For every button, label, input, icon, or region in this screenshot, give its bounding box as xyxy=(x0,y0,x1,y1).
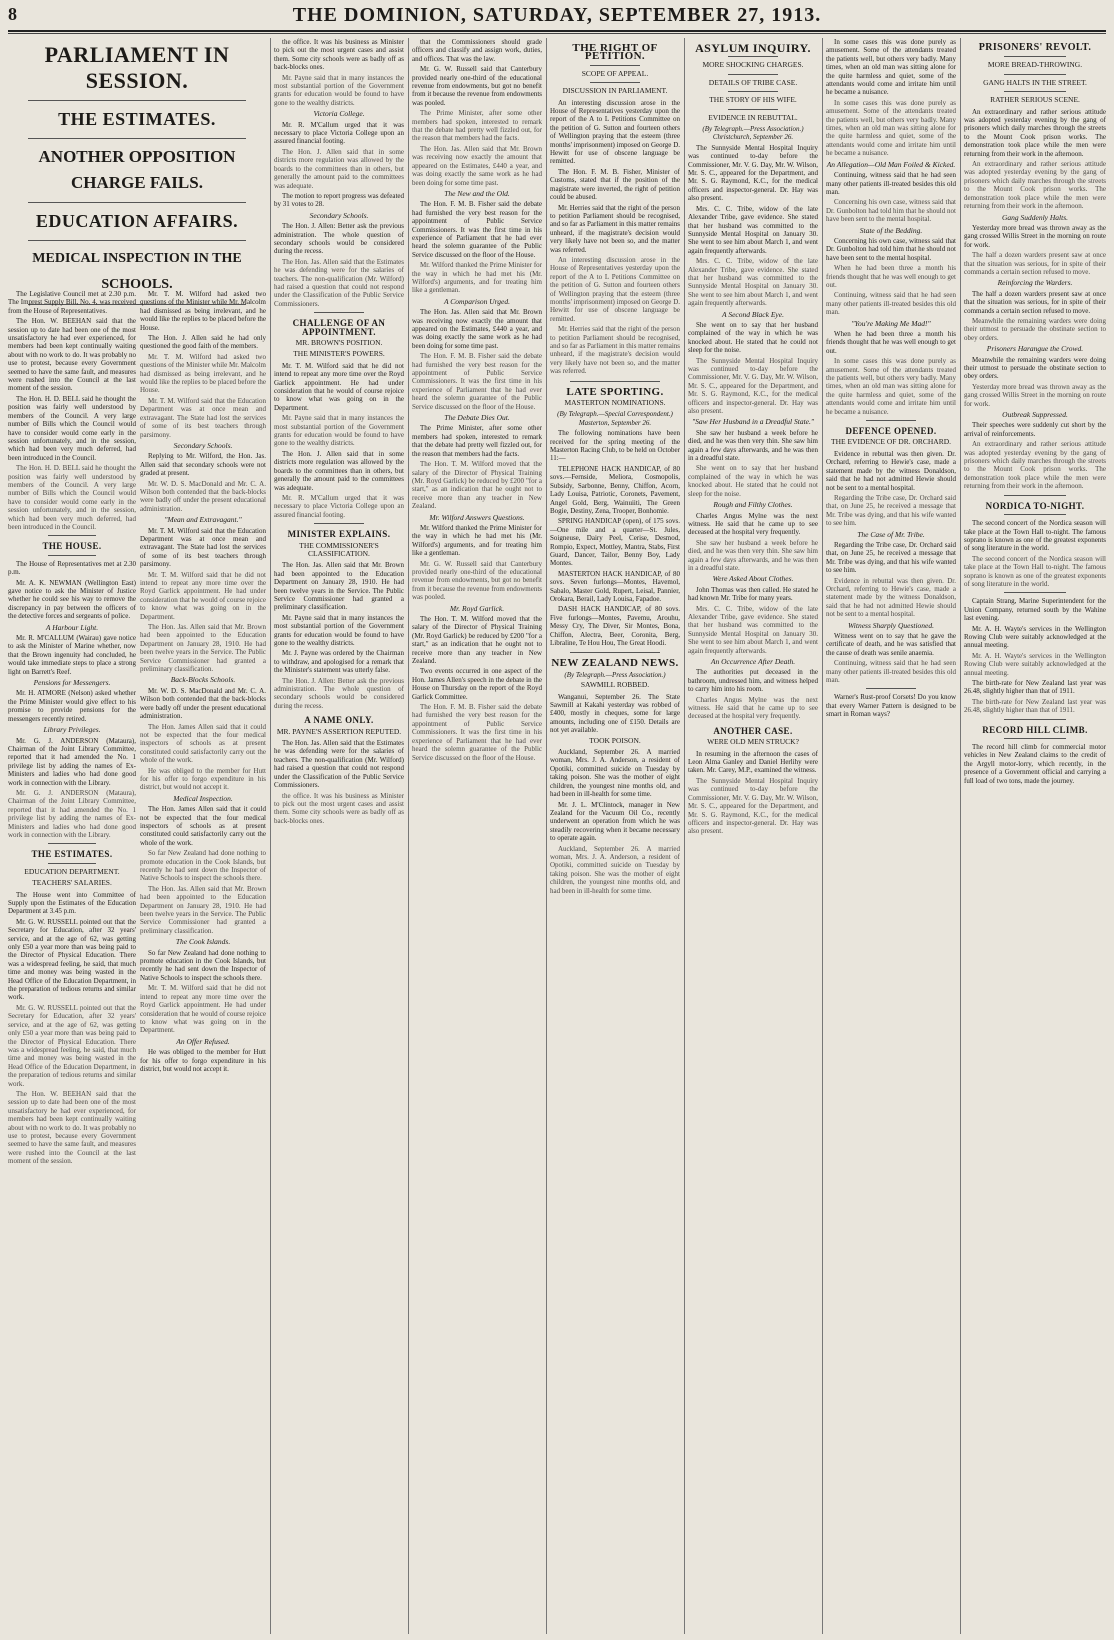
paragraph: In resuming in the afternoon the cases of Leon Alma Ganley and Daniel Herlihy were taken. Mr. Carey, M.P., examined the witness. xyxy=(688,749,818,775)
subhead: "Mean and Extravagant." xyxy=(164,515,242,525)
subhead: State of the Bedding. xyxy=(859,225,923,235)
paragraph: Their speeches were suddenly cut short by the arrival of reinforcements. xyxy=(964,421,1106,438)
byline: (By Telegraph.—Press Association.) Christchurch, September 26. xyxy=(702,125,804,142)
paragraph: She saw her husband a week before he died, and he was then very thin. She saw him again a few days afterwards, and he was then in a dreadful state. xyxy=(688,428,818,463)
paragraph: The Hon. J. Allen: Better ask the previous administration. The whole question of secondary schools would be considered during the recess. xyxy=(274,222,404,256)
paragraph: Regarding the Tribe case, Dr. Orchard said that, on June 25, he received a message that Mr. Tribe was dying, and that his wife wanted to see him. xyxy=(826,540,956,575)
subhead: An Offer Refused. xyxy=(176,1036,230,1046)
subhead: A Harbour Light. xyxy=(45,622,99,632)
paragraph: Continuing, witness said that he had seen many other patients ill-treated besides this old man. xyxy=(826,171,956,196)
paragraph: Mrs. C. C. Tribe, widow of the late Alexander Tribe, gave evidence. She stated that her husband was committed to the Sunnyside Mental Hospital on January 30. She went to see him about March 1, and went again frequently afterwards. xyxy=(688,204,818,255)
paragraph: The Prime Minister, after some other members had spoken, interested to remark that the debate had pretty well fizzled out, for the reason that members had the facts. xyxy=(412,109,542,143)
paragraph: Concerning his own case, witness said that Dr. Gunbolton had told him that he should not have been sent to the mental hospital. xyxy=(826,236,956,262)
paragraph: The Hon. W. BEEHAN said that the session up to date had been one of the most unsatisfactory he had ever experienced, for members had been kept continually waiting about with no work to do. It was probably no use to protest, because every Government seemed to have the same fault, and measures were rushed into the Council at the last moment of the session. xyxy=(8,317,136,393)
paragraph: An extraordinary and rather serious attitude was adopted yesterday evening by the gang of prisoners which daily marches through the streets to the Mount Cook prison works. The demonstration took place while the men were returning from their work in the afternoon. xyxy=(964,440,1106,491)
paragraph: Mr. T. M. Wilford said that he did not intend to repeat any more time over the Royd Garlick appointment. He had under consideration that he would of course rejoice to know what was going on in the Department. xyxy=(274,361,404,412)
section-head: ANOTHER CASE. xyxy=(713,725,793,736)
section-head: ASYLUM INQUIRY. xyxy=(695,41,811,55)
column-4 xyxy=(412,38,542,1634)
headline-opposition: ANOTHER OPPOSITION CHARGE FAILS. xyxy=(38,147,236,192)
column-2 xyxy=(140,290,266,1634)
paragraph: An interesting discussion arose in the House of Representatives yesterday upon the report of the A to L Petitions Committee on the petition of G. Sutton and fourteen others of Wellington praying that the esteem (three months' imprisonment) imposed on George D. Hewitt for use of obscene language be remitted. xyxy=(550,98,680,166)
paragraph: Mr. R. M'Callum urged that it was necessary to place Victoria College upon an assured financial footing. xyxy=(274,120,404,146)
column-rule xyxy=(408,38,409,1634)
paragraph: In some cases this was done purely as amusement. Some of the attendants treated the patients well, but others very badly. Many times, when an old man was sitting alone for the quite harmless and quiet, some of the attendants would come and irritate him until he became a nuisance. xyxy=(826,98,956,158)
paragraph: Mr. J. L. M'Clintock, manager in New Zealand for the Vacuum Oil Co., recently underwent an operation from which he was steadily recovering when it became necessary to operate again. xyxy=(550,800,680,843)
paragraph: The Hon. J. Allen: Better ask the previous administration. The whole question of secondary schools would be considered during the recess. xyxy=(274,676,404,710)
section-head: RECORD HILL CLIMB. xyxy=(982,724,1088,735)
column-6 xyxy=(688,38,818,1634)
subhead: An Allegation—Old Man Foiled & Kicked. xyxy=(826,159,956,169)
paragraph: The following nominations have been received for the spring meeting of the Masterton Racing Club, to be held on October 11:— xyxy=(550,429,680,463)
paragraph: Mr. T. M. Wilford had asked two questions of the Minister while Mr. Malcolm had dismissed as being irrelevant, and he would like the replies to be placed before the House. xyxy=(140,352,266,395)
section-head: DEFENCE OPENED. xyxy=(845,426,937,437)
section-head: THE ESTIMATES. xyxy=(31,849,113,860)
divider xyxy=(48,555,96,556)
section-head: NORDICA TO-NIGHT. xyxy=(985,500,1085,511)
paragraph: The Hon. Jas. Allen said that Mr. Brown was receiving now exactly the amount that appeared on the Estimates, £440 a year, and was doing exactly the same work as he had been doing for some time past. xyxy=(412,144,542,187)
paragraph: Mr. T. M. Wilford had asked two questions of the Minister while Mr. Malcolm had dismissed as being irrelevant, and he would like the replies to be placed before the House. xyxy=(140,290,266,332)
section-subhead: TOOK POISON. xyxy=(589,735,641,745)
paragraph: Mr. A. K. NEWMAN (Wellington East) gave notice to ask the Minister of Justice whether he could see his way to remove the discrepancy in pay between the officers of the detective forces and sergeants of police. xyxy=(8,578,136,621)
divider xyxy=(728,109,778,110)
subhead: The Cook Islands. xyxy=(175,937,231,947)
paragraph: Mr. G. W. RUSSELL pointed out that the Secretary for Education, after 32 years' service, and at the age of 62, was getting only £50 a year more than was being paid to the Director of Physical Education. There was a widespread feeling, he said, that much time and money was being wasted in the Head Office of the Education Department, in the preparation of tedious returns and similar work. xyxy=(8,1003,136,1088)
paragraph: Mrs. C. C. Tribe, widow of the late Alexander Tribe, gave evidence. She stated that her husband was committed to the Sunnyside Mental Hospital on January 30. She went to see him about March 1, and went again frequently afterwards. xyxy=(688,257,818,308)
section-subhead: THE STORY OF HIS WIFE. xyxy=(709,95,797,105)
column-rule xyxy=(822,38,823,1634)
divider xyxy=(728,91,778,92)
paragraph: Mr. W. D. S. MacDonald and Mr. C. A. Wilson both contended that the back-blocks were badly off under the present educational administration. xyxy=(140,479,266,513)
paragraph: An extraordinary and rather serious attitude was adopted yesterday evening by the gang of prisoners which daily marches through the streets to the Mount Cook prison works. The demonstration took place while the men were returning from their work in the afternoon. xyxy=(964,107,1106,158)
paragraph: Mr. G. J. ANDERSON (Mataura), Chairman of the Joint Library Committee, reported that it had amended the No. 1 privilege list by adding the names of Ex-Ministers and ladies who had done good work in connection with the Library. xyxy=(8,788,136,839)
subhead: Victoria College. xyxy=(313,109,365,119)
paragraph: The record hill climb for commercial motor vehicles in New Zealand claims to the credit of the Argyll motor-lorry, which recently, in the presence of a Government official and carrying a full load of two tons, made the journey. xyxy=(964,743,1106,785)
paragraph: Mr. Payne said that in many instances the most substantial portion of the Government grants for education would be found to have gone to the wealthy districts. xyxy=(274,73,404,107)
divider xyxy=(866,420,916,421)
headline-medical: MEDICAL INSPECTION IN THE SCHOOLS. xyxy=(32,251,242,292)
subhead: Back-Blocks Schools. xyxy=(170,675,236,685)
column-5 xyxy=(550,38,680,1634)
subhead: A Comparison Urged. xyxy=(443,296,511,306)
paragraph: The authorities put deceased in the bathroom, undressed him, and witness helped to carry him into his room. xyxy=(688,668,818,694)
section-subhead: THE EVIDENCE OF DR. ORCHARD. xyxy=(831,437,951,447)
subhead: An Occurrence After Death. xyxy=(710,657,796,666)
section-subhead: DETAILS OF TRIBE CASE. xyxy=(708,77,798,87)
headline-education: EDUCATION AFFAIRS. xyxy=(35,211,239,231)
column-3 xyxy=(274,38,404,1634)
paragraph: In some cases this was done purely as amusement. Some of the attendants treated the patients well, but others very badly. Many times, when an old man was sitting alone for the quite harmless and quiet, some of the attendants would come and irritate him until he became a nuisance. xyxy=(826,357,956,416)
paragraph: The Hon. James Allen said that it could not be expected that the four medical inspectors of schools as at present constituted could satisfactorily carry out the whole of the work. xyxy=(140,722,266,765)
paragraph: The birth-rate for New Zealand last year was 26.48, slightly higher than that of 1911. xyxy=(964,679,1106,696)
paragraph: Mr. Wilford thanked the Prime Minister for the way in which he had met his (Mr. Wilford's) arguments, and for treating him like a gentleman. xyxy=(412,523,542,558)
masthead xyxy=(8,4,1106,32)
subhead: Reinforcing the Warders. xyxy=(997,278,1073,288)
subhead: Prisoners Harangue the Crowd. xyxy=(986,344,1084,354)
subhead: A Second Black Eye. xyxy=(722,309,784,319)
paragraph: TELEPHONE HACK HANDICAP, of 80 sovs.—Fernside, Meliora, Cosmopolis, Subsidy, Sarbonne, Benny, Chiffon, Acorn, Lady Louisa, Patriotic, Coronets, Pavement, Angel Gold, Berg, Wainuiiti, The Green Bogie, Destiny, Zena, Trooper, Bonhomie. xyxy=(550,464,680,515)
paragraph: Witness went on to say that he gave the certificate of death, and he was satisfied that the cause of death was senile anaemia. xyxy=(826,632,956,657)
section-subhead: THE MINISTER'S POWERS. xyxy=(293,349,385,359)
section-subhead: TEACHERS' SALARIES. xyxy=(32,878,112,888)
column-8 xyxy=(964,38,1106,1634)
divider xyxy=(570,381,660,382)
paragraph: Mr. Payne said that in many instances the most substantial portion of the Government grants for education would be found to have gone to the wealthy districts. xyxy=(274,613,404,647)
paragraph: the office. It was his business as Minister to pick out the most urgent cases and assist them. Some city schools were as badly off as back-blocks ones. xyxy=(274,791,404,825)
subhead: Medical Inspection. xyxy=(173,793,233,803)
paragraph: So far New Zealand had done nothing to promote education in the Cook Islands, but recently he had sent down the Inspector of Native Schools to inspect the schools there. xyxy=(140,849,266,883)
paragraph: DASH HACK HANDICAP, of 80 sovs. Five furlongs—Montes, Pavemu, Arouhu, Messy Cry, The Diver, Sir Montes, Bona, Chiffon, Alectra, Beer, Coronita, Berg, Libraline, Te Hou Hou, The Great Hoodi. xyxy=(550,605,680,647)
paragraph: Evidence in rebuttal was then given. Dr. Orchard, referring to Hewie's case, made a statement made by the witness Donaldson, said that he had not admitted Hewie should not be sent to a mental hospital. xyxy=(826,576,956,619)
divider xyxy=(728,56,778,57)
section-subhead: RATHER SERIOUS SCENE. xyxy=(990,95,1080,105)
paragraph: The second concert of the Nordica season will take place at the Town Hall to-night. The famous soprano is known as one of the greatest exponents of song literature in the world. xyxy=(964,519,1106,553)
paragraph: The Hon. Jas. Allen said that Mr. Brown had been appointed to the Education Department on January 28, 1910. He had been twelve years in the Service. The Public Service Commissioner had granted a preliminary classification. xyxy=(274,561,404,612)
paragraph: Regarding the Tribe case, Dr. Orchard said that, on June 25, he received a message that Mr. Tribe was dying, and that his wife wanted to see him. xyxy=(826,493,956,528)
section-subhead: MR. PAYNE'S ASSERTION REPUTED. xyxy=(276,726,402,736)
subhead: Gang Suddenly Halts. xyxy=(1001,212,1069,222)
headline-estimates: THE ESTIMATES. xyxy=(58,109,216,129)
section-subhead: DISCUSSION IN PARLIAMENT. xyxy=(562,86,668,96)
divider xyxy=(1004,514,1066,515)
advertisement: Warner's Rust-proof Corsets! Do you know that every Warner Pattern is designed to be smart in Roman ways? xyxy=(826,693,956,719)
paragraph: He was obliged to the member for Hutt for his offer to forgo expenditure in his district, but would not accept it. xyxy=(140,1048,266,1073)
paragraph: The Hon. J. Allen said that in some districts more regulation was allowed by the boards to the committees than in others, but generally the amount paid to the committees was adequate. xyxy=(274,449,404,492)
paragraph: Captain Strang, Marine Superintendent for the Union Company, returned south by the Wahine last evening. xyxy=(964,597,1106,623)
section-head: NEW ZEALAND NEWS. xyxy=(551,657,679,670)
paragraph: The Hon. Jas. Allen said that Mr. Brown was receiving now exactly the amount that appeared on the Estimates, £440 a year, and was doing exactly the same work as he had been doing for some time past. xyxy=(412,308,542,350)
subhead: Mr. Wilford Answers Questions. xyxy=(429,512,525,522)
page-number: 8 xyxy=(8,4,17,24)
section-subhead: EVIDENCE IN REBUTTAL. xyxy=(708,112,798,122)
subhead: "Saw Her Husband in a Dreadful State." xyxy=(691,417,815,427)
column-rule xyxy=(270,38,271,1634)
paragraph: The Hon. T. M. Wilford moved that the salary of the Director of Physical Training (Mr. Royd Garlick) be reduced by £200 "for a start," as an indication that he ought not to receive more than any teacher in New Zealand. xyxy=(412,615,542,666)
subhead: Were Asked About Clothes. xyxy=(712,574,794,584)
paragraph: Yesterday more bread was thrown away as the gang crossed Willis Street in the morning on route for work. xyxy=(964,223,1106,249)
subhead: "You're Making Me Mad!" xyxy=(851,318,931,328)
section-subhead: GANG HALTS IN THE STREET. xyxy=(983,77,1087,87)
paragraph: The Sunnyside Mental Hospital Inquiry was continued to-day before the Commissioner, Mr. V. G. Day, Mr. W. Wilson, Mr. S. C., appeared for the Department, and Mr. S. G. Raymond, K.C., for the medical officers and inspector-general. Dr. Hay was also present. xyxy=(688,356,818,416)
paragraph: When he had been three a month his friends thought that he was well enough to get out. xyxy=(826,330,956,355)
subhead: Rough and Filthy Clothes. xyxy=(713,500,793,510)
paragraph: Mr. G. W. RUSSELL pointed out that the Secretary for Education, after 32 years' service, and at the age of 62, was getting only £50 a year more than was being paid to the Director of Physical Education. There was a widespread feeling, he said, that much time and money was being wasted in the Head Office of the Education Department, in the preparation of tedious returns and similar work. xyxy=(8,917,136,1002)
paragraph: She went on to say that her husband complained of the way in which he was knocked about. He stated that he could not sleep for the noise. xyxy=(688,320,818,355)
paragraph: Mr. T. M. Wilford said that the Education Department was at once mean and extravagant. The State had lost the services of some of its best teachers through parsimony. xyxy=(140,396,266,439)
divider xyxy=(728,74,778,75)
section-head: THE HOUSE. xyxy=(42,541,102,552)
paragraph: Wanganui, September 26. The State Sawmill at Kakahi yesterday was robbed of £400, mostly in cheques, some for large amounts, including one of £150. Details are not yet available. xyxy=(550,692,680,735)
section-subhead: MASTERTON NOMINATIONS. xyxy=(564,398,666,408)
paragraph: The Hon. F. M. B. Fisher, Minister of Customs, stated that if the position of the magistrate were inverted, the right of petition could be abused. xyxy=(550,167,680,202)
paragraph: Mr. G. W. Russell said that Canterbury provided nearly one-third of the educational revenue from endowments, but got no benefit from it because the revenue from endowments was pooled. xyxy=(412,65,542,107)
section-head: LATE SPORTING. xyxy=(566,385,664,398)
paragraph: Mr. R. M'CALLUM (Wairau) gave notice to ask the Minister of Marine whether, now that the Brown ingenuity had concluded, he would take immediate steps to place a strong light on Barrett's Reef. xyxy=(8,634,136,676)
paragraph: Mr. G. J. ANDERSON (Mataura), Chairman of the Joint Library Committee, reported that it had amended the No. 1 privilege list by adding the names of Ex-Ministers and ladies who had done good work in connection with the Library. xyxy=(8,736,136,787)
paragraph: The motion to report progress was defeated by 31 votes to 28. xyxy=(274,191,404,209)
paragraph: Continuing, witness said that he had seen many other patients ill-treated besides this old man. xyxy=(826,291,956,317)
paragraph: Mr. A. H. Wayte's services in the Wellington Rowing Club were suitably acknowledged at the annual meeting. xyxy=(964,651,1106,677)
section-subhead: WERE OLD MEN STRUCK? xyxy=(707,737,799,747)
subhead: Outbreak Suppressed. xyxy=(1002,410,1068,420)
paragraph: The Hon. Jas. Allen said that Mr. Brown had been appointed to the Education Department on January 28, 1910. He had been twelve years in the Service. The Public Service Commissioner had granted a preliminary classification. xyxy=(140,623,266,674)
paragraph: Mr. Payne said that in many instances the most substantial portion of the Government grants for education would be found to have gone to the wealthy districts. xyxy=(274,414,404,448)
divider xyxy=(48,843,96,844)
subhead: Pensions for Messengers. xyxy=(33,678,111,688)
paragraph: SPRING HANDICAP (open), of 175 sovs.—One mile and a quarter—St. Jules, Soigneuse, Dairy Peel, Cerise, Desmod, Rompio, Expect, Mottley, Mantra, Stabs, First Guard, Dancer, Tailor, Benny Boy, Lady Montes. xyxy=(550,517,680,568)
paragraph: An extraordinary and rather serious attitude was adopted yesterday evening by the gang of prisoners which daily marches through the streets to the Mount Cook prison works. The demonstration took place while the men were returning from their work in the afternoon. xyxy=(964,160,1106,211)
headline-parliament: PARLIAMENT IN SESSION. xyxy=(44,42,230,93)
paragraph: The Hon. J. Allen said he had only questioned the good faith of the members. xyxy=(140,334,266,351)
column-rule xyxy=(546,38,547,1634)
divider xyxy=(590,82,640,83)
section-subhead: MORE BREAD-THROWING. xyxy=(987,60,1083,70)
paragraph: The Hon. F. M. B. Fisher said the debate had furnished the very best reason for the appointment of Public Service Commissioners. It was the first time in his experience of Parliament that he had ever heard the solemn guarantee of the Public Service discussed on the floor of the House. xyxy=(412,200,542,259)
masthead-rule xyxy=(8,33,1106,34)
paragraph: Mr. Herries said that the right of the person to petition Parliament should be recognised, and so far as Parliament in this matter remains unheard, if the magistrate's decision would very likely have not been so, and the matter was referred. xyxy=(550,203,680,254)
divider xyxy=(590,65,640,66)
paragraph: The Hon. F. M. B. Fisher said the debate had furnished the very best reason for the appointment of Public Service Commissioners. It was the first time in his experience of Parliament that he had ever heard the solemn guarantee of the Public Service discussed on the floor of the House. xyxy=(412,352,542,411)
divider xyxy=(28,240,246,241)
paragraph: The House went into Committee of Supply upon the Estimates of the Education Department at 3.45 p.m. xyxy=(8,890,136,916)
paragraph: Mr. T. M. Wilford said that he did not intend to repeat any more time over the Royd Garlick appointment. He had under consideration that he would of course rejoice to know what was going on in the Department. xyxy=(140,984,266,1035)
paragraph: The Hon. T. M. Wilford moved that the salary of the Director of Physical Training (Mr. Royd Garlick) be reduced by £200 "for a start," as an indication that he ought not to receive more than any teacher in New Zealand. xyxy=(412,460,542,511)
paragraph: The Hon. H. D. BELL said he thought the position was fairly well understood by members of the Council. A very large number of Bills which the Council would have to consider would come early in the session unfortunately, and in the session, which had been very much deferred, had been introduced in the Council. xyxy=(8,464,136,531)
paragraph: Mr. R. M'Callum urged that it was necessary to place Victoria College upon an assured financial footing. xyxy=(274,493,404,519)
paragraph: The Hon. Jas. Allen said that the Estimates he was defending were for the salaries of teachers. The non-qualification (Mr. Wilford) had raised a question that could not respond under the Classification of the Public Service Commissioners. xyxy=(274,739,404,790)
paragraph: Meanwhile the remaining warders were doing their utmost to persuade the obstinate section to obey orders. xyxy=(964,355,1106,381)
subhead: Library Privileges. xyxy=(43,725,101,735)
paragraph: The Sunnyside Mental Hospital Inquiry was continued to-day before the Commissioner, Mr. V. G. Day, Mr. W. Wilson, Mr. S. C., appeared for the Department, and Mr. S. G. Raymond, K.C., for the medical officers and inspector-general. Dr. Hay was also present. xyxy=(688,143,818,203)
subhead: Secondary Schools. xyxy=(309,210,369,220)
paragraph: The half a dozen warders present saw at once that the situation was serious, for in spite of their commands a certain section refused to move. xyxy=(964,289,1106,315)
divider xyxy=(48,535,96,536)
paragraph: The Sunnyside Mental Hospital Inquiry was continued to-day before the Commissioner, Mr. V. G. Day, Mr. W. Wilson, Mr. S. C., appeared for the Department, and Mr. S. G. Raymond, K.C., for the medical officers and inspector-general. Dr. Hay was also present. xyxy=(688,776,818,836)
divider xyxy=(28,100,246,101)
paragraph: Mr. Wilford thanked the Prime Minister for the way in which he had met his (Mr. Wilford's) arguments, and for treating him like a gentleman. xyxy=(412,261,542,295)
paragraph: The birth-rate for New Zealand last year was 26.48, slightly higher than that of 1911. xyxy=(964,697,1106,715)
divider xyxy=(1004,74,1066,75)
paragraph: the office. It was his business as Minister to pick out the most urgent cases and assist them. Some city schools were as badly off as back-blocks ones. xyxy=(274,38,404,72)
byline: (By Telegraph.—Special Correspondent.) Masterton, September 26. xyxy=(557,410,673,427)
divider xyxy=(1004,56,1066,57)
section-head: CHALLENGE OF AN APPOINTMENT. xyxy=(292,318,386,337)
paragraph: The Hon. F. M. B. Fisher said the debate had furnished the very best reason for the appointment of Public Service Commissioners. It was the first time in his experience of Parliament that he had ever heard the solemn guarantee of the Public Service discussed on the floor of the House. xyxy=(412,703,542,762)
paragraph: Mr. H. ATMORE (Nelson) asked whether the Prime Minister would give effect to his promise to provide pensions for the messengers recently retired. xyxy=(8,689,136,723)
paragraph: An interesting discussion arose in the House of Representatives yesterday upon the report of the A to L Petitions Committee on the petition of G. Sutton and fourteen others of Wellington praying that the esteem (three months' imprisonment) imposed on George D. Hewitt for use of obscene language be remitted. xyxy=(550,255,680,323)
paragraph: MASTERTON HACK HANDICAP, of 80 sovs. Seven furlongs—Montes, Havemol, Sabalo, Master Gold, Rupert, Leisal, Pannier, Orokara, Berail, Lady Louisa, Fapadoe. xyxy=(550,569,680,603)
paragraph: Charles Angus Mylne was the next witness. He said that he came up to see deceased at the hospital very frequently. xyxy=(688,511,818,537)
section-subhead: EDUCATION DEPARTMENT. xyxy=(24,866,120,876)
paragraph: The Legislative Council met at 2.30 p.m. The Imprest Supply Bill, No. 4, was received from the House of Representatives. xyxy=(8,290,136,315)
divider xyxy=(866,688,916,689)
section-subhead: THE COMMISSIONER'S CLASSIFICATION. xyxy=(299,540,379,558)
paragraph: The Hon. Jas. Allen said that the Estimates he was defending were for the salaries of teachers. The non-qualification (Mr. Wilford) had raised a question that could not respond under the Classification of the Public Service Commissioners. xyxy=(274,257,404,308)
paragraph: When he had been three a month his friends thought that he was well enough to get out. xyxy=(826,264,956,289)
paragraph: The House of Representatives met at 2.30 p.m. xyxy=(8,559,136,577)
paragraph: Evidence in rebuttal was then given. Dr. Orchard, referring to Hewie's case, made a statement made by the witness Donaldson, said that he had not admitted Hewie should not be sent to a mental hospital. xyxy=(826,449,956,492)
paragraph: The Hon. H. D. BELL said he thought the position was fairly well understood by members of the Council. A very large number of Bills which the Council would have to consider would come early in the session unfortunately, and in the session, which had been very much deferred, had been introduced in the Council. xyxy=(8,394,136,462)
subhead: The Case of Mr. Tribe. xyxy=(857,529,925,539)
subhead: Witness Sharply Questioned. xyxy=(847,620,935,630)
divider xyxy=(570,652,660,653)
paragraph: The Hon. James Allen said that it could not be expected that the four medical inspectors of schools as at present constituted could satisfactorily carry out the whole of the work. xyxy=(140,805,266,847)
paragraph: In some cases this was done purely as amusement. Some of the attendants treated the patients well, but others very badly. Many times, when an old man was sitting alone for the quite harmless and quiet, some of the attendants would come and irritate him until he became a nuisance. xyxy=(826,38,956,97)
subhead: Mr. Royd Garlick. xyxy=(449,603,505,613)
divider xyxy=(28,138,246,139)
section-head: A NAME ONLY. xyxy=(304,715,374,726)
section-subhead: SCOPE OF APPEAL. xyxy=(581,68,649,78)
paragraph: So far New Zealand had done nothing to promote education in the Cook Islands, but recently he had sent down the Inspector of Native Schools to inspect the schools there. xyxy=(140,948,266,982)
paragraph: Mr. J. Payne was ordered by the Chairman to withdraw, and apologised for a remark that the Minister's statement was utterly false. xyxy=(274,649,404,675)
paragraph: Two events occurred in one aspect of the Hon. James Allen's speech in the debate in the House on Thursday on the report of the Royd Garlick Committee. xyxy=(412,667,542,701)
paragraph: The half a dozen warders present saw at once that the situation was serious, for in spite of their commands a certain section refused to move. xyxy=(964,251,1106,276)
section-subhead: SAWMILL ROBBED. xyxy=(580,680,650,690)
paragraph: The second concert of the Nordica season will take place at the Town Hall to-night. The famous soprano is known as one of the greatest exponents of song literature in the world. xyxy=(964,554,1106,588)
section-head: MINISTER EXPLAINS. xyxy=(287,529,391,540)
paragraph: John Thomas was then called. He stated he had known Mr. Tribe for many years. xyxy=(688,585,818,603)
paragraph: Mr. A. H. Wayte's services in the Wellington Rowing Club were suitably acknowledged at the annual meeting. xyxy=(964,624,1106,650)
column-rule xyxy=(684,38,685,1634)
paragraph: She saw her husband a week before he died, and he was then very thin. She saw him again a few days afterwards, and he was then in a dreadful state. xyxy=(688,538,818,572)
subhead: The New and the Old. xyxy=(444,188,510,198)
column-rule xyxy=(960,38,961,1634)
paragraph: Auckland, September 26. A married woman, Mrs. J. A. Anderson, a resident of Opotiki, committed suicide on Tuesday by taking poison. She was the mother of eight children, the youngest nine months old, and had been in ill-health for some time. xyxy=(550,844,680,895)
section-head: PRISONERS' REVOLT. xyxy=(978,42,1092,53)
subhead: The Debate Dies Out. xyxy=(444,413,510,423)
divider xyxy=(1004,495,1066,496)
paragraph: He was obliged to the member for Hutt for his offer to forgo expenditure in his district, but would not accept it. xyxy=(140,766,266,792)
paragraph: Mr. T. M. Wilford said that he did not intend to repeat any more time over the Royd Garlick appointment. He had under consideration that he would of course rejoice to know what was going on in the Department. xyxy=(140,570,266,621)
paragraph: Mr. Herries said that the right of the person to petition Parliament should be recognised, and so far as Parliament in this matter remains unheard, if the magistrate's decision would very likely have not been so, and the matter was referred. xyxy=(550,325,680,376)
section-subhead: MORE SHOCKING CHARGES. xyxy=(702,60,804,70)
paragraph: Concerning his own case, witness said that Dr. Gunbolton had told him that he should not have been sent to the mental hospital. xyxy=(826,198,956,224)
divider xyxy=(1004,91,1066,92)
divider xyxy=(1004,592,1066,593)
paragraph: Mr. G. W. Russell said that Canterbury provided nearly one-third of the educational revenue from endowments, but got no benefit from it because the revenue from endowments was pooled. xyxy=(412,559,542,602)
paragraph: Mr. T. M. Wilford said that the Education Department was at once mean and extravagant. The State had lost the services of some of its best teachers through parsimony. xyxy=(140,526,266,569)
column-1-text xyxy=(8,290,136,1634)
paragraph: The Hon. Jas. Allen said that Mr. Brown had been appointed to the Education Department on January 28, 1910. He had been twelve years in the Service. The Public Service Commissioner had granted a preliminary classification. xyxy=(140,884,266,935)
divider xyxy=(314,523,364,524)
paragraph: The Prime Minister, after some other members had spoken, interested to remark that the debate had pretty well fizzled out, for the reason that members had the facts. xyxy=(412,424,542,458)
subhead: Secondary Schools. xyxy=(173,440,233,450)
paragraph: that the Commissioners should grade officers and classify and assign work, duties, and offices. That was the law. xyxy=(412,38,542,63)
paragraph: Charles Angus Mylne was the next witness. He said that he came up to see deceased at the hospital very frequently. xyxy=(688,695,818,721)
section-subhead: MR. BROWN'S POSITION. xyxy=(295,338,383,347)
paragraph: Yesterday more bread was thrown away as the gang crossed Willis Street in the morning on route for work. xyxy=(964,382,1106,408)
column-7 xyxy=(826,38,956,1634)
paragraph: Meanwhile the remaining warders were doing their utmost to persuade the obstinate section to obey orders. xyxy=(964,316,1106,342)
divider xyxy=(314,312,364,313)
newspaper-title: THE DOMINION, SATURDAY, SEPTEMBER 27, 1913. xyxy=(292,4,822,26)
paragraph: The Hon. W. BEEHAN said that the session up to date had been one of the most unsatisfactory he had ever experienced, for members had been kept continually waiting about with no work to do. It was probably no use to protest, because every Government seemed to have the same fault, and measures were rushed into the Council at the last moment of the session. xyxy=(8,1089,136,1166)
paragraph: Continuing, witness said that he had seen many other patients ill-treated besides this old man. xyxy=(826,659,956,685)
paragraph: Replying to Mr. Wilford, the Hon. Jas. Allen said that secondary schools were not graded at present. xyxy=(140,452,266,478)
section-head: THE RIGHT OF PETITION. xyxy=(572,42,658,63)
paragraph: Mr. W. D. S. MacDonald and Mr. C. A. Wilson both contended that the back-blocks were badly off under the present educational administration. xyxy=(140,686,266,721)
divider xyxy=(1004,738,1066,739)
paragraph: Auckland, September 26. A married woman, Mrs. J. A. Anderson, a resident of Opotiki, committed suicide on Tuesday by taking poison. She was the mother of eight children, the youngest nine months old, and had been in ill-health for some time. xyxy=(550,748,680,799)
byline: (By Telegraph.—Press Association.) xyxy=(564,670,666,679)
paragraph: She went on to say that her husband complained of the way in which he was knocked about. He stated that he could not sleep for the noise. xyxy=(688,464,818,498)
divider xyxy=(28,202,246,203)
paragraph: Mrs. C. C. Tribe, widow of the late Alexander Tribe, gave evidence. She stated that her husband was committed to the Sunnyside Mental Hospital on January 30. She went to see him about March 1, and went again frequently afterwards. xyxy=(688,604,818,655)
paragraph: The Hon. J. Allen said that in some districts more regulation was allowed by the boards to the committees than in others, but generally the amount paid to the committees was adequate. xyxy=(274,147,404,190)
divider xyxy=(48,863,96,864)
divider xyxy=(1004,719,1066,720)
